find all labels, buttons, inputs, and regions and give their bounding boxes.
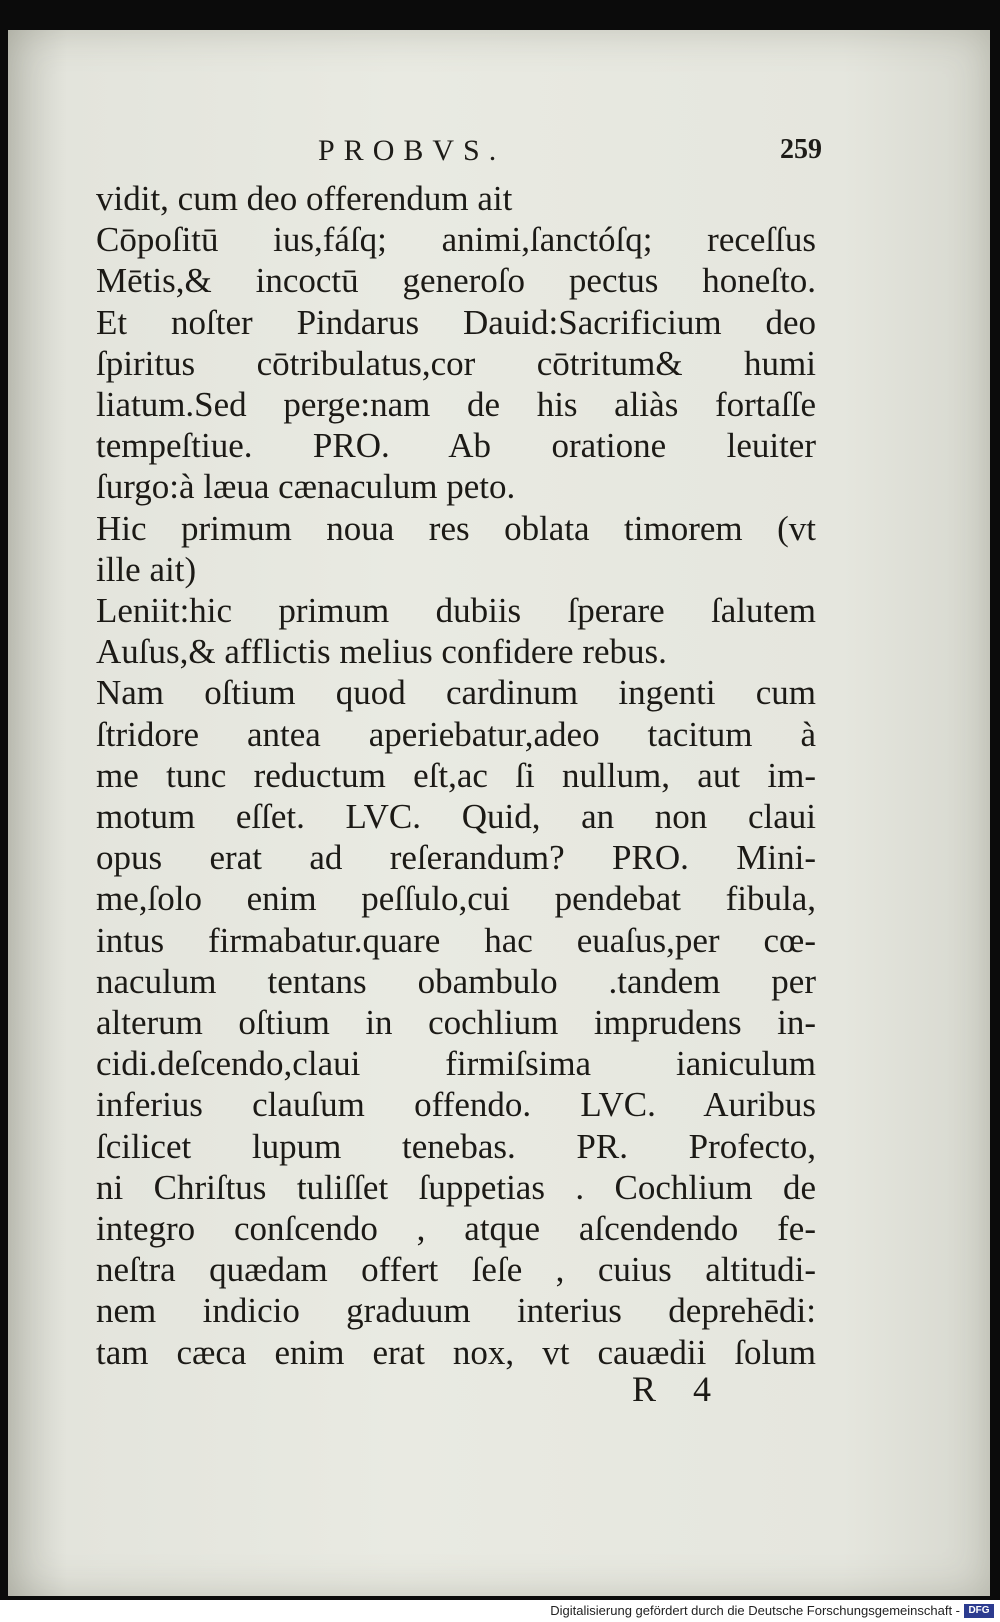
page-number: 259 xyxy=(780,134,822,165)
text-line: ille ait) xyxy=(96,549,197,589)
page-header xyxy=(8,134,990,174)
text-line: tam cæca enim erat nox, vt cauædii ſolum xyxy=(96,1332,816,1372)
signature-mark: R 4 xyxy=(632,1369,726,1409)
text-line: Mētis,& incoctū generoſo pectus honeſto. xyxy=(96,261,816,301)
text-line: ſtridore antea aperiebatur,adeo tacitum à xyxy=(96,714,816,754)
text-line: ni Chriſtus tuliſſet ſuppetias . Cochlium de xyxy=(96,1167,816,1207)
funding-credit: Digitalisierung gefördert durch die Deutsche Forschungsgemeinschaft - xyxy=(550,1603,960,1618)
text-line: vidit, cum deo offerendum ait xyxy=(96,179,513,218)
text-line: alterum oſtium in cochlium imprudens in- xyxy=(96,1003,816,1043)
text-line: nem indicio graduum interius deprehēdi: xyxy=(96,1291,816,1331)
text-line: Et noſter Pindarus Dauid:Sacrificium deo xyxy=(96,302,816,342)
book-page xyxy=(8,30,990,1596)
text-line: tempeſtiue. PRO. Ab oratione leuiter xyxy=(96,426,816,466)
running-head: PROBVS. xyxy=(318,134,506,167)
text-line: Leniit:hic primum dubiis ſperare ſalutem xyxy=(96,591,816,631)
text-line: me,ſolo enim peſſulo,cui pendebat fibula, xyxy=(96,879,816,919)
text-line: Cōpoſitū ius,fáſq; animi,ſanctóſq; receſſus xyxy=(96,220,816,260)
digitization-footer xyxy=(0,1600,1000,1622)
dfg-logo-icon: DFG xyxy=(964,1604,994,1618)
text-line: naculum tentans obambulo .tandem per xyxy=(96,961,816,1001)
text-line: ſurgo:à læua cænaculum peto. xyxy=(96,467,516,507)
text-line: liatum.Sed perge:nam de his aliàs fortaſſe xyxy=(96,385,816,425)
text-line: Hic primum noua res oblata timorem (vt xyxy=(96,508,816,548)
text-line: me tunc reductum eſt,ac ſi nullum, aut im- xyxy=(96,755,816,795)
text-block xyxy=(96,178,816,1373)
text-line: integro conſcendo , atque aſcendendo fe- xyxy=(96,1209,816,1249)
text-line: Nam oſtium quod cardinum ingenti cum xyxy=(96,673,816,713)
text-line: neſtra quædam offert ſeſe , cuius altitudi- xyxy=(96,1250,816,1290)
text-line: cidi.deſcendo,claui firmiſsima ianiculum xyxy=(96,1044,816,1084)
text-line: Auſus,& afflictis melius confidere rebus. xyxy=(96,632,667,672)
text-line: intus firmabatur.quare hac euaſus,per cœ- xyxy=(96,920,816,960)
text-line: ſpiritus cōtribulatus,cor cōtritum& humi xyxy=(96,343,816,383)
text-line: ſcilicet lupum tenebas. PR. Profecto, xyxy=(96,1126,816,1166)
text-line: inferius clauſum offendo. LVC. Auribus xyxy=(96,1085,816,1125)
text-line: opus erat ad reſerandum? PRO. Mini- xyxy=(96,838,816,878)
text-line: motum eſſet. LVC. Quid, an non claui xyxy=(96,797,816,837)
